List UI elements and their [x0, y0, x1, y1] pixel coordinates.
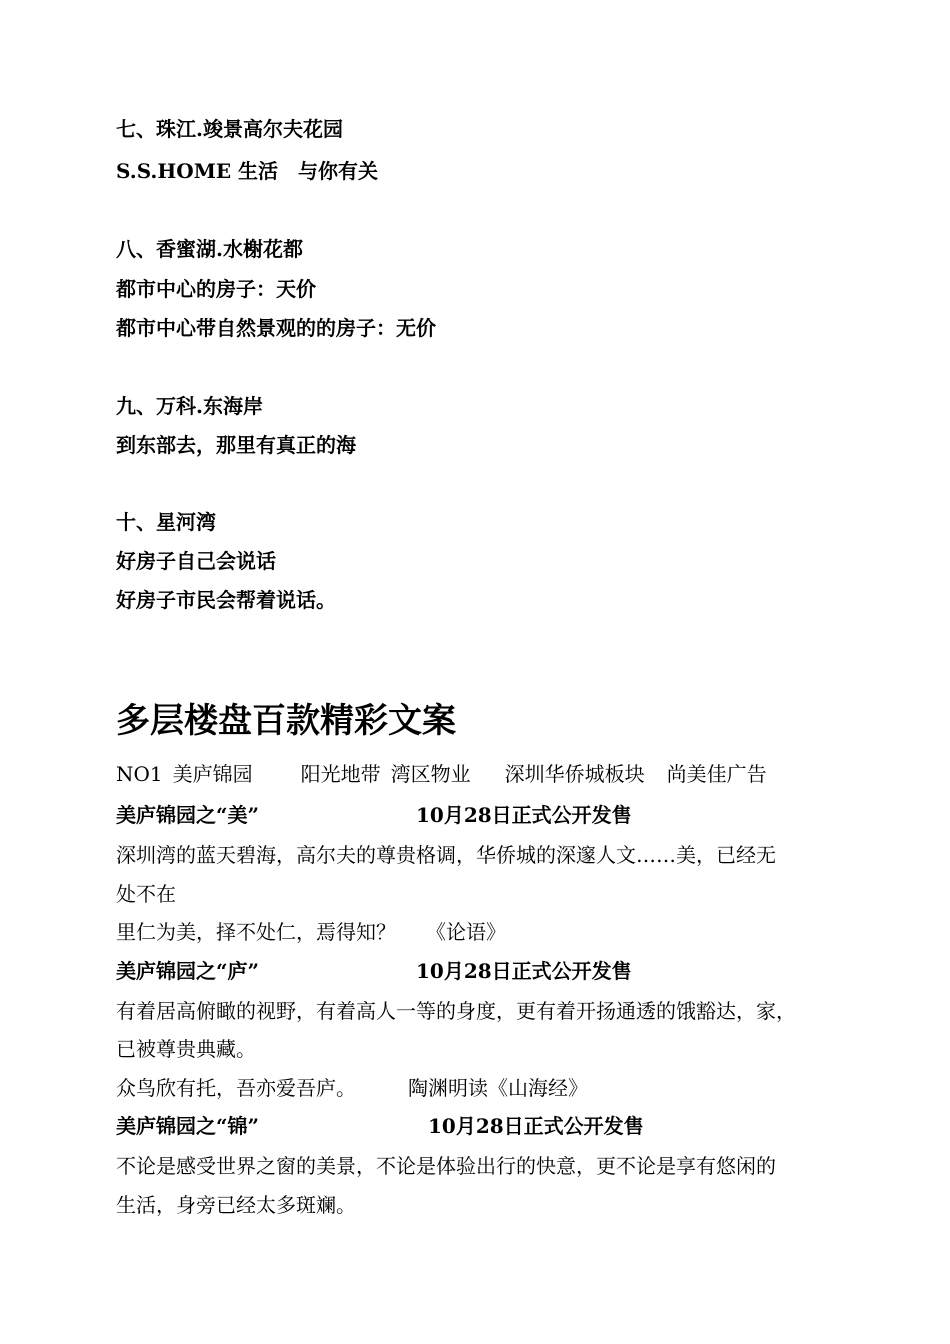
no1-number: NO1	[116, 762, 163, 786]
section-9-line-1: 到东部去，那里有真正的海	[116, 433, 356, 457]
block-1-title-row	[116, 802, 632, 828]
section-9-title: 九、万科.东海岸	[116, 394, 263, 418]
block-1-title: 美庐锦园之“美”	[116, 803, 260, 827]
block-3-title-row	[116, 1113, 644, 1139]
section-10-title: 十、星河湾	[116, 510, 216, 534]
block-2-date: 10月28日正式公开发售	[416, 959, 632, 983]
no1-meta-row	[116, 761, 767, 787]
section-7-title: 七、珠江.竣景高尔夫花园	[116, 117, 343, 141]
section-10-line-2: 好房子市民会帮着说话。	[116, 588, 336, 612]
no1-location: 阳光地带	[300, 762, 381, 786]
block-2-body-line-2: 已被尊贵典藏。	[116, 1037, 256, 1061]
block-1-quote-row	[116, 919, 506, 945]
section-8-title: 八、香蜜湖.水榭花都	[116, 237, 303, 261]
no1-district: 深圳华侨城板块	[504, 762, 645, 786]
section-8-line-2: 都市中心带自然景观的的房子：无价	[116, 316, 436, 340]
block-3-date: 10月28日正式公开发售	[428, 1114, 644, 1138]
block-3-title: 美庐锦园之“锦”	[116, 1114, 260, 1138]
no1-agency: 尚美佳广告	[666, 762, 767, 786]
block-3-body-line-1: 不论是感受世界之窗的美景，不论是体验出行的快意，更不论是享有悠闲的	[116, 1154, 776, 1178]
section-7-line-1: S.S.HOME 生活 与你有关	[116, 159, 379, 183]
block-2-quote-row	[116, 1075, 588, 1101]
block-1-body-line-1: 深圳湾的蓝天碧海，高尔夫的尊贵格调，华侨城的深邃人文……美，已经无	[116, 843, 776, 867]
block-2-title: 美庐锦园之“庐”	[116, 959, 260, 983]
section-10-line-1: 好房子自己会说话	[116, 549, 276, 573]
no1-project-name: 美庐锦园	[172, 762, 253, 786]
block-1-date: 10月28日正式公开发售	[416, 803, 632, 827]
block-1-body-line-2: 处不在	[116, 882, 176, 906]
block-2-quote: 众鸟欣有托，吾亦爱吾庐。	[116, 1076, 356, 1100]
block-2-title-row	[116, 958, 632, 984]
block-2-source: 陶渊明读《山海经》	[408, 1076, 588, 1100]
no1-property-type: 湾区物业	[390, 762, 471, 786]
section-8-line-1: 都市中心的房子：天价	[116, 277, 316, 301]
block-3-body-line-2: 生活，身旁已经太多斑斓。	[116, 1193, 356, 1217]
block-1-quote: 里仁为美，择不处仁，焉得知？	[116, 920, 396, 944]
block-1-source: 《论语》	[426, 920, 506, 944]
block-2-body-line-1: 有着居高俯瞰的视野，有着高人一等的身度，更有着开扬通透的饿豁达，家，	[116, 999, 796, 1023]
main-heading: 多层楼盘百款精彩文案	[116, 701, 456, 741]
